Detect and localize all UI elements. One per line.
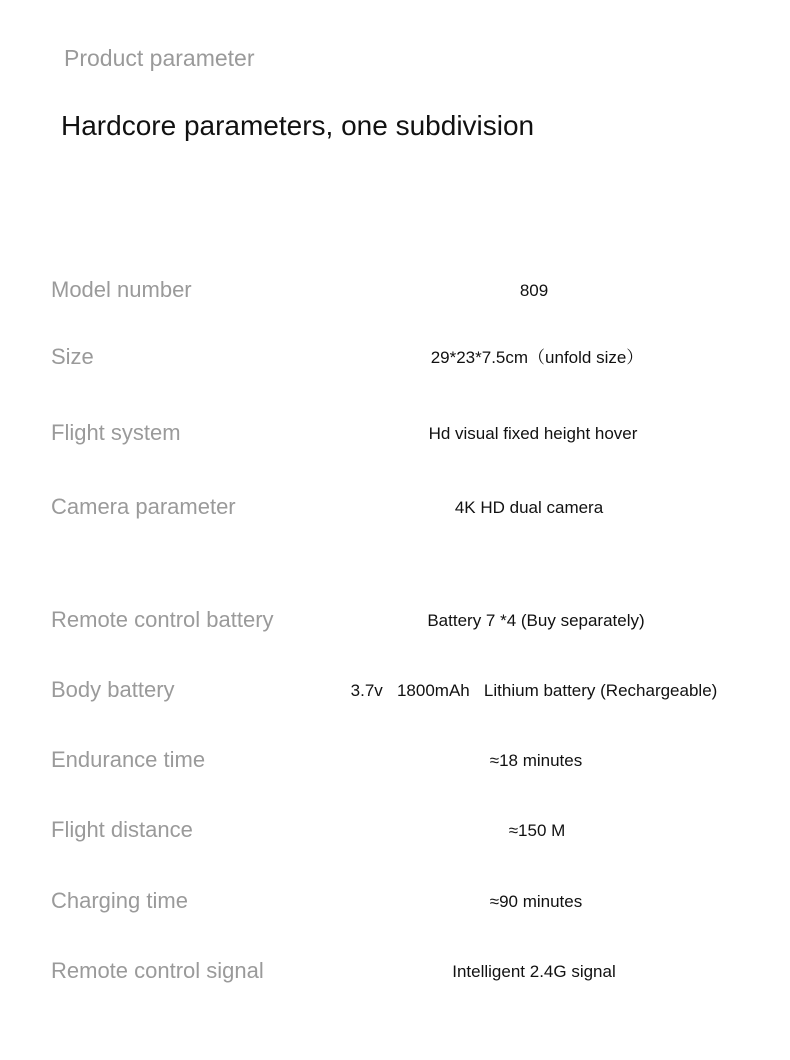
param-label: Charging time <box>51 888 188 913</box>
param-label: Body battery <box>51 677 175 702</box>
page-title: Hardcore parameters, one subdivision <box>61 110 535 141</box>
param-value: ≈150 M <box>508 821 566 840</box>
param-value: 4K HD dual camera <box>454 498 604 517</box>
param-row-body-battery <box>0 676 790 716</box>
param-value: Hd visual fixed height hover <box>428 424 638 443</box>
param-row-flight-distance <box>0 816 790 856</box>
param-value: Battery 7 *4 (Buy separately) <box>427 611 645 630</box>
param-row-size <box>0 343 790 383</box>
param-value: 29*23*7.5cm（unfold size） <box>430 348 644 367</box>
param-label: Flight distance <box>51 817 193 842</box>
param-value: 3.7v 1800mAh Lithium battery (Rechargeable) <box>350 681 718 700</box>
param-value: ≈90 minutes <box>489 892 583 911</box>
param-row-remote-control-battery <box>0 606 790 646</box>
param-row-charging-time <box>0 887 790 927</box>
param-label: Flight system <box>51 420 181 445</box>
param-label: Model number <box>51 277 192 302</box>
param-row-model-number <box>0 276 790 316</box>
param-value: Intelligent 2.4G signal <box>452 962 616 981</box>
param-label: Remote control battery <box>51 607 274 632</box>
param-value: 809 <box>519 281 549 300</box>
param-row-endurance-time <box>0 746 790 786</box>
param-value: ≈18 minutes <box>489 751 583 770</box>
param-label: Endurance time <box>51 747 206 772</box>
param-row-camera-parameter <box>0 493 790 533</box>
param-label: Remote control signal <box>51 958 264 983</box>
param-label: Camera parameter <box>51 494 236 519</box>
section-eyebrow: Product parameter <box>64 45 255 71</box>
param-label: Size <box>51 344 94 369</box>
param-row-remote-control-signal <box>0 957 790 997</box>
param-row-flight-system <box>0 419 790 459</box>
